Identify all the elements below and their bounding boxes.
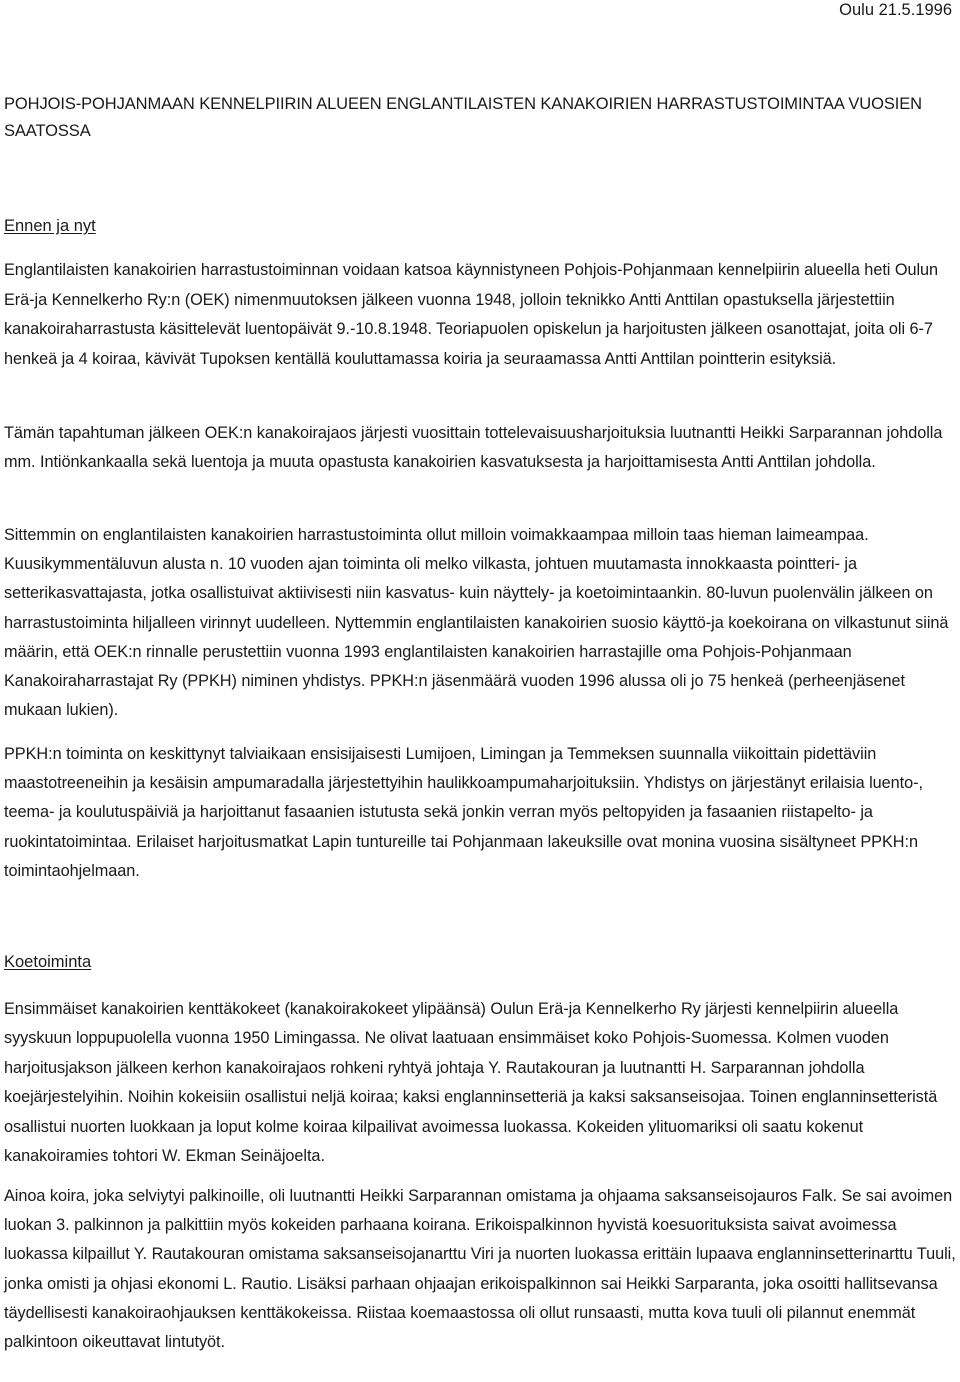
paragraph: Englantilaisten kanakoirien harrastustoiminnan voidaan katsoa käynnistyneen Pohjois-Pohjanmaan kennelpiirin alueella heti Oulun Erä-ja Kennelkerho Ry:n (OEK) nimenmuutoksen jälkeen vuonna 1948, jolloin teknikko Antti Anttilan opastuksella järjestettiin kanakoiraharrastusta käsittelevät luentopäivät 9.-10.8.1948. Teoriapuolen opiskelun ja harjoitusten jälkeen osanottajat, joita oli 6-7 henkeä ja 4 koiraa, kävivät Tupoksen kentällä kouluttamassa koiria ja seuraamassa Antti Anttilan pointterin esityksiä.	[4, 261, 939, 368]
paragraph: Ensimmäiset kanakoirien kenttäkokeet (kanakoirakokeet ylipäänsä) Oulun Erä-ja Kennelkerho Ry järjesti kennelpiirin alueella syyskuun loppupuolella vuonna 1950 Limingassa. Ne olivat laatuaan ensimmäiset koko Pohjois-Suomessa. Kolmen vuoden harjoitusjakson jälkeen kerhon kanakoirajaos rohkeni ryhtyä johtaja Y. Rautakouran ja luutnantti H. Sarparannan johdolla koejärjestelyihin. Noihin kokeisiin osallistui neljä koiraa; kaksi englanninsetteriä ja kaksi saksanseisojaa. Toinen englanninsetteristä osallistui nuorten luokkaan ja loput kolme koiraa kilpailivat avoimessa luokassa. Kokeiden ylituomariksi oli saatu kokenut kanakoiramies tohtori W. Ekman Seinäjoelta.	[4, 1000, 938, 1166]
section-heading-ennen-ja-nyt: Ennen ja nyt	[4, 217, 96, 235]
paragraph: Tämän tapahtuman jälkeen OEK:n kanakoirajaos järjesti vuosittain tottelevaisuusharjoituksia luutnantti Heikki Sarparannan johdolla mm. Intiönkankaalla sekä luentoja ja muuta opastusta kanakoirien kasvatuksesta ja harjoittamisesta Antti Anttilan johdolla.	[4, 424, 943, 472]
paragraph: Ainoa koira, joka selviytyi palkinoille, oli luutnantti Heikki Sarparannan omistama ja ohjaama saksanseisojauros Falk. Se sai avoimen luokan 3. palkinnon ja palkittiin myös kokeiden parhaana koirana. Erikoispalkinnon hyvistä koesuorituksista saivat avoimessa luokassa kilpaillut Y. Rautakouran omistama saksanseisojanarttu Viri ja nuorten luokassa erittäin lupaava englanninsetterinarttu Tuuli, jonka omisti ja ohjasi ekonomi L. Rautio. Lisäksi parhaan ohjaajan erikoispalkinnon sai Heikki Sarparanta, joka osoitti hallitsevansa täydellisesti kanakoiraohjauksen kenttäkokeissa. Riistaa koemaastossa oli ollut runsaasti, mutta kova tuuli oli pilannut enemmät palkintoon oikeuttavat lintutyöt.	[4, 1187, 956, 1352]
document-date: Oulu 21.5.1996	[839, 1, 952, 19]
paragraph: Sittemmin on englantilaisten kanakoirien harrastustoiminta ollut milloin voimakkaampaa milloin taas hieman laimeampaa. Kuusikymmentäluvun alusta n. 10 vuoden ajan toiminta oli melko vilkasta, johtuen muutamasta innokkaasta pointteri- ja setterikasvattajasta, jotka osallistuivat aktiivisesti niin kasvatus- kuin näyttely- ja koetoimintaankin. 80-luvun puolenvälin jälkeen on harrastustoiminta hiljalleen virinnyt uudelleen. Nyttemmin englantilaisten kanakoirien suosio käyttö-ja koekoirana on vilkastunut siinä määrin, että OEK:n rinnalle perustettiin vuonna 1993 englantilaisten kanakoirien harrastajille oma Pohjois-Pohjanmaan Kanakoiraharrastajat Ry (PPKH) niminen yhdistys. PPKH:n jäsenmäärä vuoden 1996 alussa oli jo 75 henkeä (perheenjäsenet mukaan lukien).	[4, 526, 949, 720]
paragraph: PPKH:n toiminta on keskittynyt talviaikaan ensisijaisesti Lumijoen, Limingan ja Temmeksen suunnalla viikoittain pidettäviin maastotreeneihin ja kesäisin ampumaradalla järjestettyihin haulikkoampumaharjoituksiin. Yhdistys on järjestänyt erilaisia luento-, teema- ja koulutuspäiviä ja harjoittanut fasaanien istutusta sekä jonkin verran myös peltopyiden ja fasaanien riistapelto- ja ruokintatoimintaa. Erilaiset harjoitusmatkat Lapin tuntureille tai Pohjanmaan lakeuksille ovat monina vuosina sisältyneet PPKH:n toimintaohjelmaan.	[4, 745, 923, 880]
document-title: POHJOIS-POHJANMAAN KENNELPIIRIN ALUEEN ENGLANTILAISTEN KANAKOIRIEN HARRASTUSTOIMINTAA VUOSIEN SAATOSSA	[4, 95, 922, 140]
section-heading-koetoiminta: Koetoiminta	[4, 953, 92, 971]
